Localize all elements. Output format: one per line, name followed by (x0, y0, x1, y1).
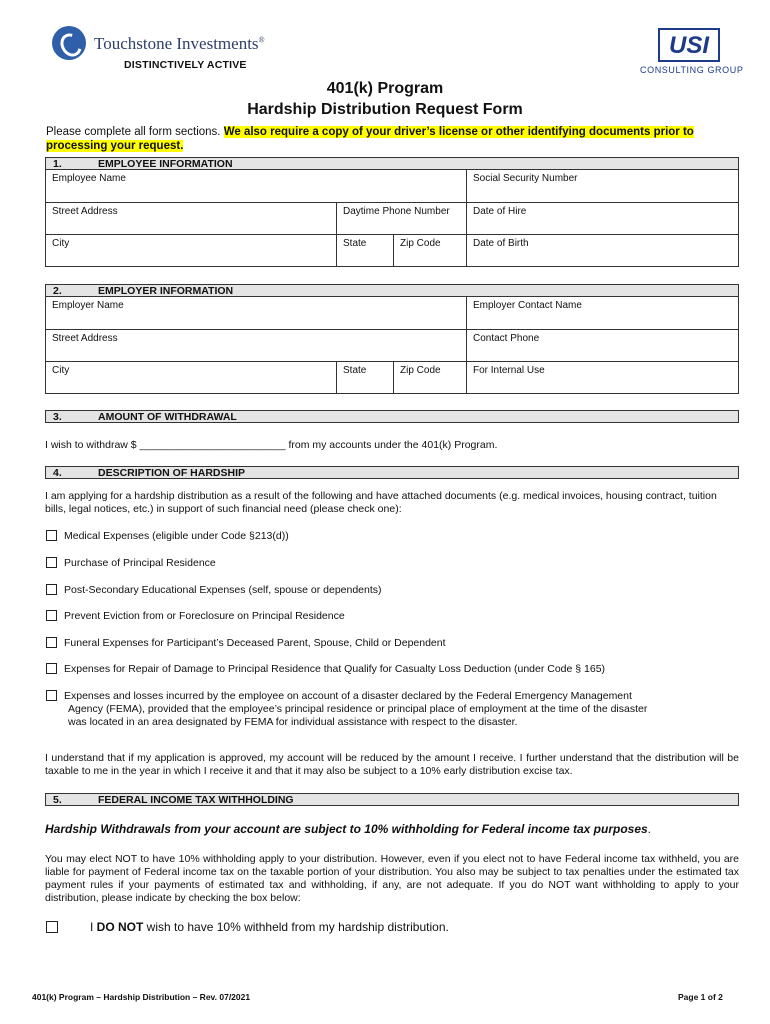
field-label: Contact Phone (473, 333, 540, 344)
usi-logo-text: USI (668, 32, 709, 59)
hardship-option-label: Agency (FEMA), provided that the employee’s principal residence or principal place of employment at the time of the disaster (68, 703, 648, 715)
field-label: State (343, 365, 367, 376)
footer-page-number: Page 1 of 2 (678, 992, 723, 1002)
withholding-optout-checkbox[interactable] (46, 921, 58, 933)
employee-state-field[interactable] (336, 235, 393, 266)
hardship-checkbox-residence[interactable] (46, 557, 57, 568)
employer-contact-name-field[interactable] (466, 297, 738, 329)
hardship-option-label: Medical Expenses (eligible under Code §213(d)) (64, 530, 289, 542)
withdrawal-amount-input[interactable]: _________________________ (139, 439, 286, 451)
optout-pre: I (90, 920, 97, 934)
employer-name-field[interactable] (46, 297, 466, 329)
employer-street-field[interactable] (46, 330, 466, 361)
hardship-checkbox-funeral[interactable] (46, 637, 57, 648)
daytime-phone-field[interactable] (336, 203, 466, 234)
section-label: FEDERAL INCOME TAX WITHHOLDING (98, 794, 294, 806)
field-label: State (343, 238, 367, 249)
employer-state-field[interactable] (336, 362, 393, 393)
internal-use-field (466, 362, 738, 393)
brand-name: Touchstone Investments (94, 34, 259, 53)
brand-tagline: DISTINCTIVELY ACTIVE (124, 59, 247, 71)
field-label: Street Address (52, 206, 118, 217)
withdrawal-suffix: from my accounts under the 401(k) Program. (288, 439, 498, 451)
field-label: Employer Contact Name (473, 300, 582, 311)
field-label: For Internal Use (473, 365, 545, 376)
form-title-line1: 401(k) Program (326, 80, 444, 97)
employee-street-field[interactable] (46, 203, 336, 234)
employee-zip-field[interactable] (393, 235, 466, 266)
section-number: 5. (53, 794, 62, 806)
brand-mark: ® (258, 35, 265, 45)
intro-plain: Please complete all form sections. (46, 126, 224, 138)
understanding-statement: I understand that if my application is approved, my account will be reduced by the amount I receive. I further understand that the distribution will be taxable to me in the year in which I receive it and that it may also be subject to a 10% early distribution excise tax. (45, 752, 739, 777)
section-label: AMOUNT OF WITHDRAWAL (98, 411, 237, 423)
intro-text (46, 125, 736, 153)
section-amount-header (45, 410, 739, 423)
hardship-checkbox-disaster[interactable] (46, 690, 57, 701)
section-label: EMPLOYER INFORMATION (98, 285, 234, 297)
withdrawal-prefix: I wish to withdraw $ (45, 439, 137, 451)
field-label: Employee Name (52, 173, 126, 184)
withholding-body: You may elect NOT to have 10% withholding apply to your distribution. However, even if you elect not to have Federal income tax withheld, you are liable for payment of Federal income tax on the taxable portion of your distribution. You also may be subject to tax penalties under the estimated tax payment rules if your payments of estimated tax and withholding, if any, are not adequate. If you do NOT want withholding to apply to your distribution, please indicate by checking the box below: (45, 853, 739, 904)
field-label: Zip Code (400, 238, 441, 249)
footer-revision: 401(k) Program – Hardship Distribution – Rev. 07/2021 (32, 992, 251, 1002)
section-hardship-header (45, 466, 739, 479)
hardship-option-label: was located in an area designated by FEMA for individual assistance with respect to the disaster. (68, 716, 518, 728)
field-label: City (52, 238, 70, 249)
field-label: Daytime Phone Number (343, 206, 450, 217)
touchstone-logo (52, 26, 282, 72)
employer-city-field[interactable] (46, 362, 336, 393)
intro-highlight: We also require a copy of your driver’s license or other identifying documents prior to processing your request. (46, 126, 694, 152)
usi-logo (640, 28, 746, 78)
withholding-notice (45, 822, 739, 836)
hardship-option-label: Prevent Eviction from or Foreclosure on Principal Residence (64, 610, 345, 622)
field-label: Social Security Number (473, 173, 578, 184)
hardship-option-label: Post-Secondary Educational Expenses (self, spouse or dependents) (64, 584, 382, 596)
employee-name-field[interactable] (46, 170, 466, 202)
field-label: Zip Code (400, 365, 441, 376)
form-title-line2: Hardship Distribution Request Form (247, 101, 523, 118)
optout-bold: DO NOT (96, 920, 144, 934)
field-label: Employer Name (52, 300, 124, 311)
hardship-option-label: Funeral Expenses for Participant’s Deceased Parent, Spouse, Child or Dependent (64, 637, 446, 649)
hardship-intro: I am applying for a hardship distribution as a result of the following and have attached documents (e.g. medical invoices, housing contract, tuition bills, legal notices, etc.) in support of such financial need (please check one): (45, 490, 717, 515)
section-employer-header (45, 284, 739, 297)
section-number: 2. (53, 285, 62, 297)
section-number: 3. (53, 411, 62, 423)
usi-logo-subtitle: CONSULTING GROUP (640, 65, 744, 75)
hardship-option-label: Expenses and losses incurred by the employee on account of a disaster declared by the Federal Emergency Management (64, 690, 632, 702)
hardship-checkbox-education[interactable] (46, 584, 57, 595)
field-label: City (52, 365, 70, 376)
withdrawal-amount-line (45, 439, 739, 452)
hardship-option-label: Purchase of Principal Residence (64, 557, 216, 569)
ssn-field[interactable] (466, 170, 738, 202)
section-employee-header (45, 157, 739, 170)
field-label: Date of Hire (473, 206, 527, 217)
employee-city-field[interactable] (46, 235, 336, 266)
section-label: EMPLOYEE INFORMATION (98, 158, 233, 170)
field-label: Date of Birth (473, 238, 529, 249)
withholding-optout-label (90, 920, 449, 934)
employer-info-grid (45, 297, 739, 394)
section-withholding-header (45, 793, 739, 806)
hardship-checkbox-eviction[interactable] (46, 610, 57, 621)
employee-info-grid (45, 170, 739, 267)
hardship-option-label: Expenses for Repair of Damage to Principal Residence that Qualify for Casualty Loss Deduction (under Code § 165) (64, 663, 606, 675)
section-label: DESCRIPTION OF HARDSHIP (98, 467, 246, 479)
withholding-notice-text: Hardship Withdrawals from your account are subject to 10% withholding for Federal income tax purposes (45, 822, 648, 836)
withholding-notice-end: . (647, 822, 652, 836)
contact-phone-field[interactable] (466, 330, 738, 361)
field-label: Street Address (52, 333, 118, 344)
section-number: 1. (53, 158, 62, 170)
date-of-hire-field[interactable] (466, 203, 738, 234)
hardship-checkbox-medical[interactable] (46, 530, 57, 541)
employer-zip-field[interactable] (393, 362, 466, 393)
optout-post: wish to have 10% withheld from my hardship distribution. (143, 920, 449, 934)
hardship-checkbox-repair[interactable] (46, 663, 57, 674)
touchstone-logo-icon (52, 26, 86, 60)
date-of-birth-field[interactable] (466, 235, 738, 266)
section-number: 4. (53, 467, 62, 479)
